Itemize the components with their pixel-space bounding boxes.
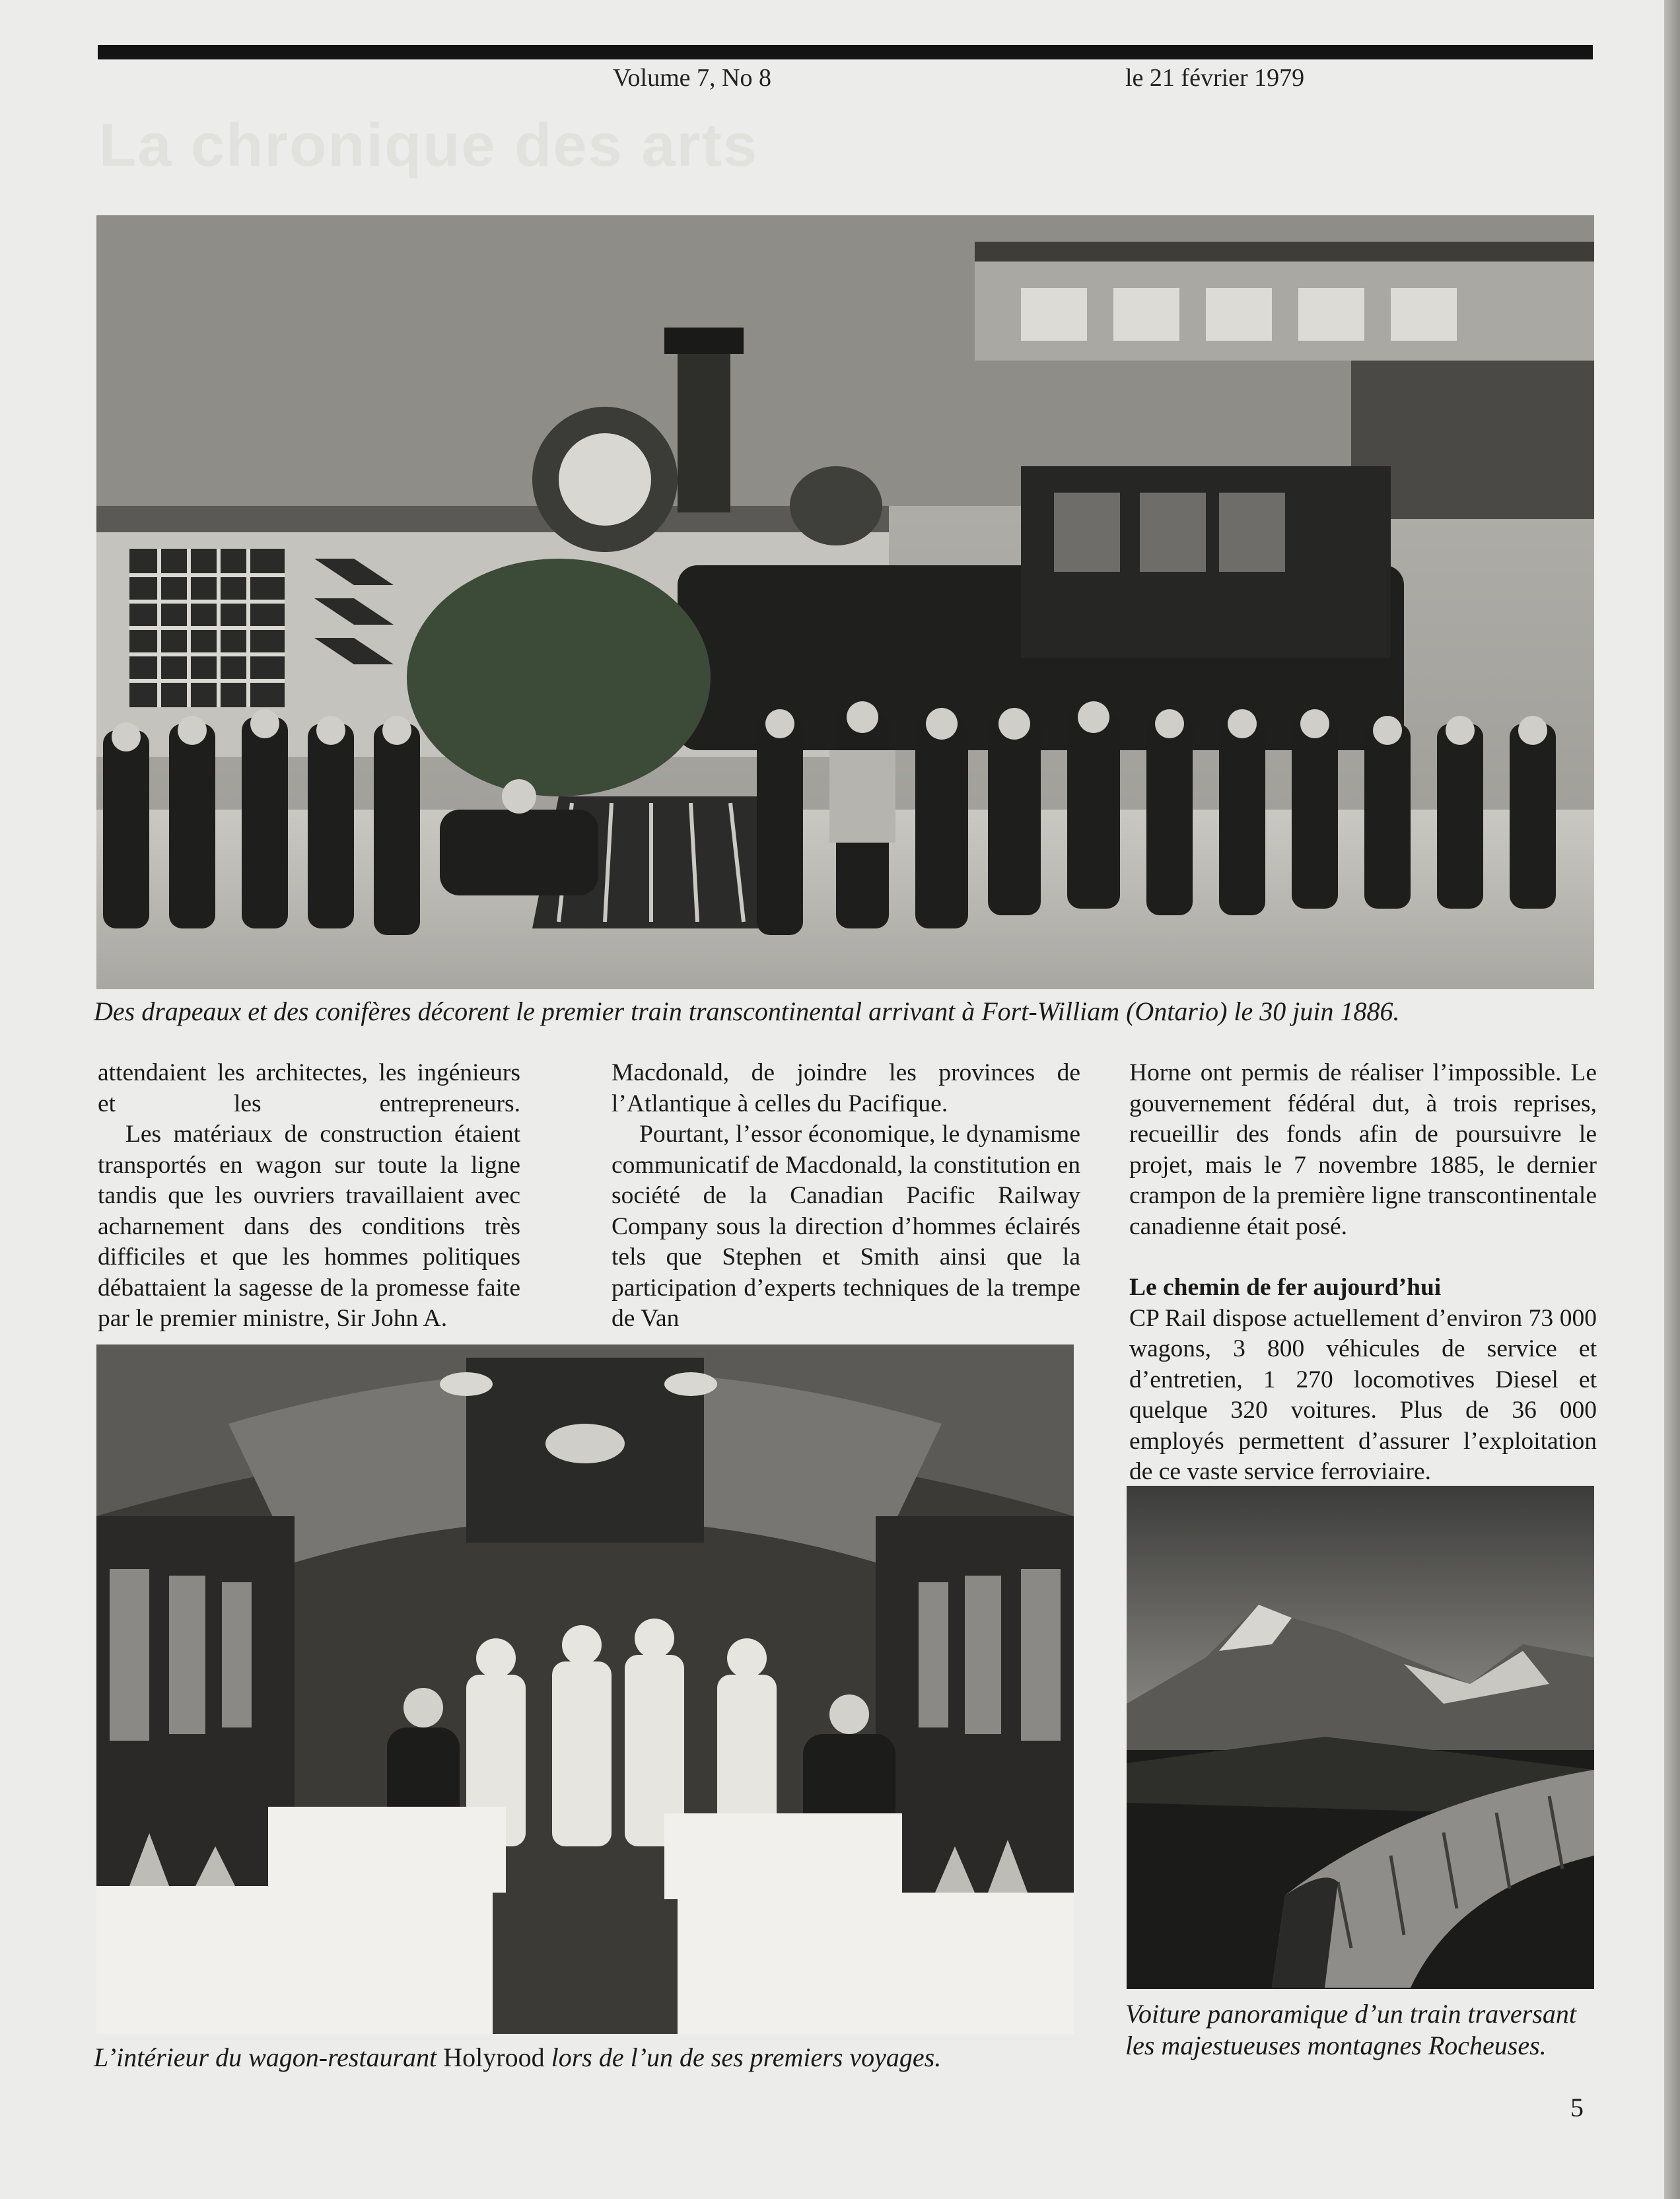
rockies-caption [1125, 1998, 1601, 2062]
volume-number: Volume 7, No 8 [613, 64, 771, 92]
text-column-1 [98, 1058, 520, 1335]
col3-paragraph-2: CP Rail dispose actuellement d’environ 73 000 wagons, 3 800 véhicules de service et d’entretien, 1 270 locomotives Diesel et quelque 320 voitures. Plus de 36 000 employés permettent d’assurer l’exploitation de ce vaste service ferroviaire. [1129, 1304, 1597, 1485]
rockies-photo-image [1127, 1486, 1594, 1989]
text-column-2 [612, 1058, 1080, 1335]
rockies-photo [1127, 1486, 1594, 1989]
locomotive-photo-caption: Des drapeaux et des conifères décorent le premier train transcontinental arrivant à Fort-William (Ontario) le 30 juin 1886. [94, 996, 1400, 1026]
dining-car-photo [96, 1344, 1074, 2034]
locomotive-photo-image [96, 215, 1594, 989]
col3-paragraph-1: Horne ont permis de réaliser l’impossible. Le gouvernement fédéral dut, à trois reprises, recueillir des fonds afin de poursuivre le projet, mais le 7 novembre 1885, le dernier crampon de la première ligne transcontinentale canadienne était posé. [1129, 1059, 1597, 1240]
page-number: 5 [1570, 2093, 1584, 2122]
col2-paragraph-2: Pourtant, l’essor économique, le dynamisme communicatif de Macdonald, la constitution en société de la Canadian Pacific Railway Company sous la direction d’hommes éclairés tels que Stephen et Smith ainsi que la participation d’experts techniques de la trempe de Van [612, 1121, 1080, 1332]
text-column-3 [1129, 1058, 1597, 1488]
col1-paragraph-1: attendaient les architectes, les ingénieurs et les entrepreneurs. [98, 1059, 520, 1117]
section-subheading: Le chemin de fer aujourd’hui [1129, 1274, 1442, 1301]
dining-car-caption [94, 2042, 1084, 2074]
dining-car-name: Holyrood [443, 2042, 545, 2072]
header-rule [98, 45, 1593, 59]
dining-car-caption-pre: L’intérieur du wagon-restaurant [94, 2042, 444, 2072]
dining-car-photo-image [96, 1344, 1074, 2034]
rockies-caption-line-1: Voiture panoramique d’un train traversant [1125, 1999, 1576, 2029]
locomotive-photo [96, 215, 1594, 989]
binding-shadow [1664, 0, 1680, 2199]
col1-paragraph-2: Les matériaux de construction étaient transportés en wagon sur toute la ligne tandis que les ouvriers travaillaient avec acharnement dans des conditions très difficiles et que les hommes politiques débattaient la sagesse de la promesse faite par le premier ministre, Sir John A. [98, 1121, 520, 1332]
issue-date: le 21 février 1979 [1125, 64, 1305, 92]
dining-car-caption-post: lors de l’un de ses premiers voyages. [544, 2042, 942, 2072]
rockies-caption-line-2: les majestueuses montagnes Rocheuses. [1125, 2031, 1547, 2060]
bleed-through-title: La chronique des arts [99, 112, 759, 179]
col2-paragraph-1: Macdonald, de joindre les provinces de l’Atlantique à celles du Pacifique. [612, 1059, 1080, 1117]
